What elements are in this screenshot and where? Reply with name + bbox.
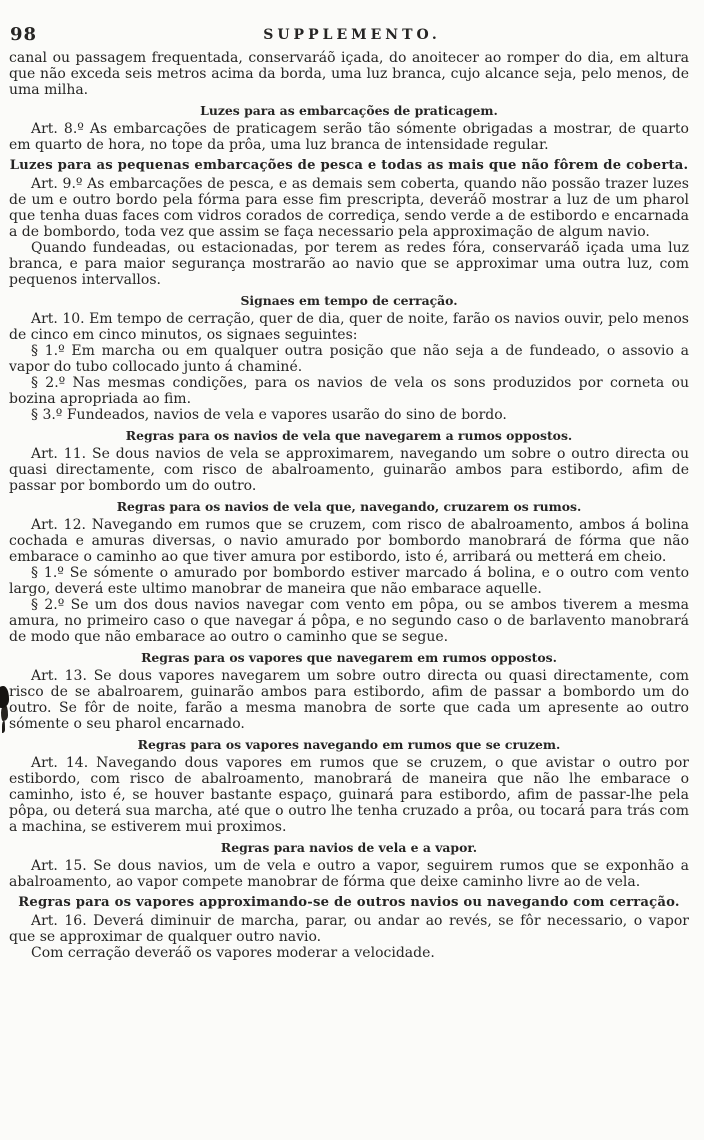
section-heading: Regras para os navios de vela que navegarem a rumos oppostos.	[125, 428, 573, 443]
body-paragraph: Quando fundeadas, ou estacionadas, por terem as redes fóra, conservaráõ içada uma luz branca, e para maior segurança mostrarão ao navio que se approximar uma outra luz, com pequenos intervallos.	[9, 240, 689, 288]
section-heading: Regras para os navios de vela que, navegando, cruzarem os rumos.	[116, 499, 582, 514]
body-paragraph: Art. 12. Navegando em rumos que se cruzem, com risco de abalroamento, ambos á bolina cochada e amuras diversas, o navio amurado por bombordo manobrará de fórma que não embarace o caminho ao que tiver amura por estibordo, isto é, arribará ou metterá em cheio.	[9, 517, 689, 565]
body-paragraph: Com cerração deveráõ os vapores moderar a velocidade.	[31, 945, 435, 961]
body-paragraph: Art. 15. Se dous navios, um de vela e outro a vapor, seguirem rumos que se exponhão a abalroamento, ao vapor compete manobrar de fórma que deixe caminho livre ao de vela.	[9, 858, 689, 890]
body-paragraph: Art. 8.º As embarcações de praticagem serão tão sómente obrigadas a mostrar, de quarto em quarto de hora, no tope da prôa, uma luz branca de intensidade regular.	[9, 121, 689, 153]
page-title: SUPPLEMENTO.	[263, 27, 441, 43]
section-heading: Luzes para as embarcações de praticagem.	[200, 103, 498, 118]
section-heading: Regras para os vapores que navegarem em rumos oppostos.	[141, 650, 557, 665]
body-paragraph: § 1.º Se sómente o amurado por bombordo estiver marcado á bolina, e o outro com vento largo, deverá este ultimo manobrar de maneira que não embarace aquelle.	[9, 565, 689, 597]
body-paragraph: Art. 9.º As embarcações de pesca, e as demais sem coberta, quando não possão trazer luzes de um e outro bordo pela fórma para esse fim prescripta, deveráõ mostrar a luz de um pharol que tenha duas faces com vidros corados de corrediça, sendo verde a de estibordo e encarnada a de bombordo, toda vez que assim se faça necessario pela approximação de algum navio.	[9, 176, 689, 240]
section-heading: Regras para os vapores approximando-se de outros navios ou navegando com cerração.	[18, 895, 680, 910]
body-paragraph: Art. 10. Em tempo de cerração, quer de dia, quer de noite, farão os navios ouvir, pelo menos de cinco em cinco minutos, os signaes seguintes:	[9, 311, 689, 343]
section-heading: Regras para os vapores navegando em rumos que se cruzem.	[137, 737, 561, 752]
body-paragraph: Art. 13. Se dous vapores navegarem um sobre outro directa ou quasi directamente, com risco de se abalroarem, guinarão ambos para estibordo, afim de passar a bombordo um do outro. Se fôr de noite, farão a mesma manobra de sorte que cada um apresente ao outro sómente o seu pharol encarnado.	[9, 668, 689, 732]
page-header	[0, 0, 704, 46]
body-paragraph: Art. 16. Deverá diminuir de marcha, parar, ou andar ao revés, se fôr necessario, o vapor que se approximar de qualquer outro navio.	[9, 913, 689, 945]
body-paragraph: Art. 11. Se dous navios de vela se approximarem, navegando um sobre o outro directa ou quasi directamente, com risco de abalroamento, guinarão ambos para estibordo, afim de passar por bombordo um do outro.	[9, 446, 689, 494]
body-paragraph: § 2.º Nas mesmas condições, para os navios de vela os sons produzidos por corneta ou bozina apropriada ao fim.	[9, 375, 689, 407]
body-paragraph: § 3.º Fundeados, navios de vela e vapores usarão do sino de bordo.	[31, 407, 507, 423]
section-heading: Luzes para as pequenas embarcações de pesca e todas as mais que não fôrem de coberta.	[9, 158, 689, 173]
body-paragraph: Art. 14. Navegando dous vapores em rumos que se cruzem, o que avistar o outro por estibordo, com risco de abalroamento, manobrará de maneira que não lhe embarace o caminho, isto é, se houver bastante espaço, guinará para estibordo, afim de passar-lhe pela pôpa, ou deterá sua marcha, até que o outro lhe tenha cruzado a prôa, ou tocará para trás com a machina, se estiverem mui proximos.	[9, 755, 689, 835]
section-heading: Regras para navios de vela e a vapor.	[220, 840, 478, 855]
page-body	[0, 46, 704, 961]
body-paragraph: § 1.º Em marcha ou em qualquer outra posição que não seja a de fundeado, o assovio a vapor do tubo collocado junto á chaminé.	[9, 343, 689, 375]
body-paragraph: canal ou passagem frequentada, conservaráõ içada, do anoitecer ao romper do dia, em altura que não exceda seis metros acima da borda, uma luz branca, cujo alcance seja, pelo menos, de uma milha.	[9, 50, 689, 98]
section-heading: Signaes em tempo de cerração.	[240, 293, 458, 308]
page-number: 98	[10, 24, 38, 45]
body-paragraph: § 2.º Se um dos dous navios navegar com vento em pôpa, ou se ambos tiverem a mesma amura, no primeiro caso o que navegar á pôpa, e no segundo caso o de barlavento manobrará de modo que não embarace ao outro o caminho que se segue.	[9, 597, 689, 645]
